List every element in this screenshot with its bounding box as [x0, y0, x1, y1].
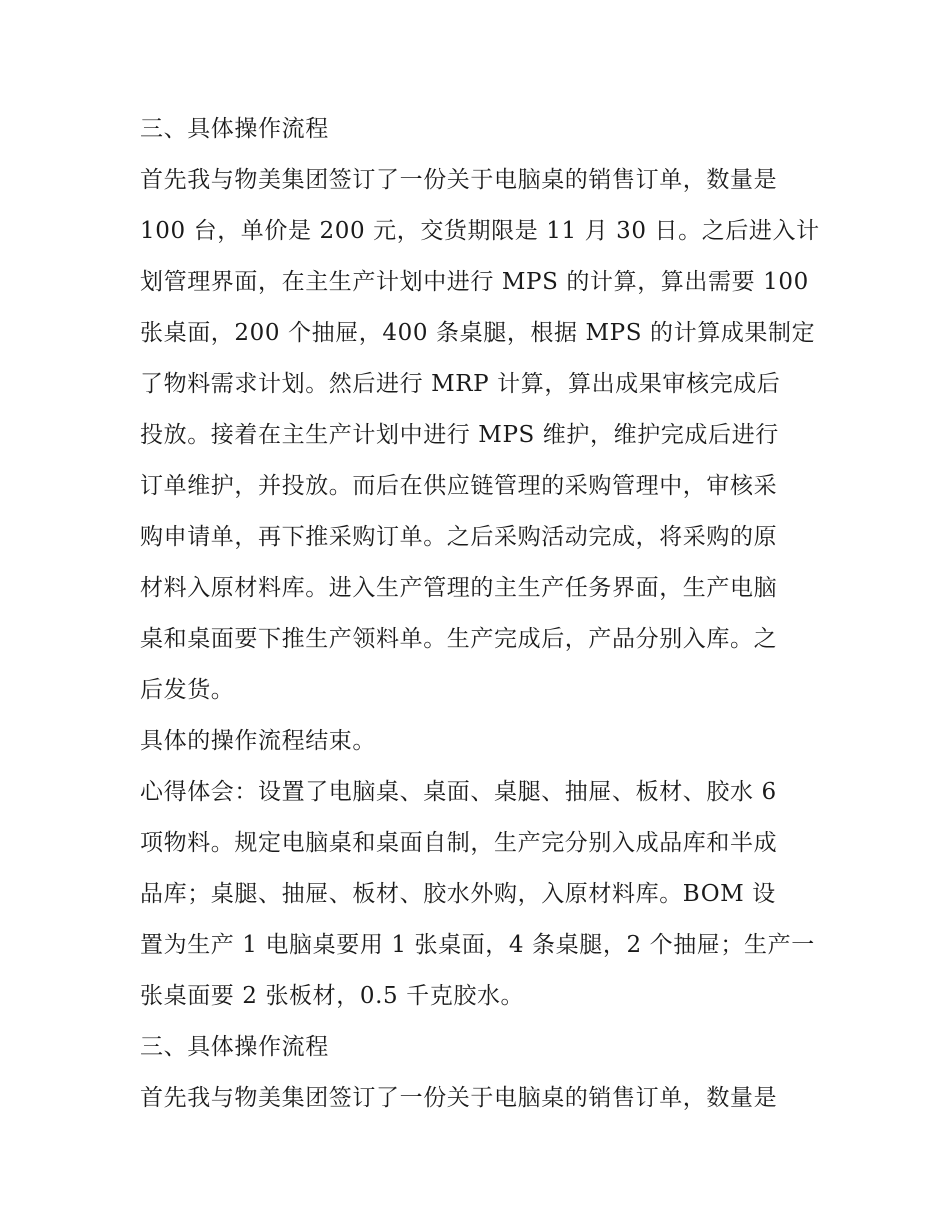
- paragraph-line: 材料入原材料库。进入生产管理的主生产任务界面，生产电脑: [140, 575, 778, 601]
- paragraph-line: 品库；桌腿、抽屉、板材、胶水外购，入原材料库。BOM 设: [140, 881, 776, 907]
- paragraph-line: 了物料需求计划。然后进行 MRP 计算，算出成果审核完成后: [140, 371, 781, 397]
- section-heading: 三、具体操作流程: [140, 1034, 329, 1060]
- paragraph-line: 项物料。规定电脑桌和桌面自制，生产完分别入成品库和半成: [140, 830, 778, 856]
- paragraph-line: 100 台，单价是 200 元，交货期限是 11 月 30 日。之后进入计: [140, 218, 820, 244]
- paragraph-line: 购申请单，再下推采购订单。之后采购活动完成，将采购的原: [140, 524, 778, 550]
- paragraph-line: 张桌面，200 个抽屉，400 条桌腿，根据 MPS 的计算成果制定: [140, 320, 816, 346]
- paragraph-line: 后发货。: [140, 677, 235, 703]
- document-body: [140, 104, 830, 1124]
- paragraph-line: 张桌面要 2 张板材，0.5 千克胶水。: [140, 983, 525, 1009]
- paragraph-line: 首先我与物美集团签订了一份关于电脑桌的销售订单，数量是: [140, 167, 778, 193]
- closing-line: 具体的操作流程结束。: [140, 728, 376, 754]
- paragraph-line: 心得体会：设置了电脑桌、桌面、桌腿、抽屉、板材、胶水 6: [140, 779, 777, 805]
- paragraph-line: 首先我与物美集团签订了一份关于电脑桌的销售订单，数量是: [140, 1085, 778, 1111]
- paragraph-line: 置为生产 1 电脑桌要用 1 张桌面，4 条桌腿，2 个抽屉；生产一: [140, 932, 815, 958]
- paragraph-line: 划管理界面，在主生产计划中进行 MPS 的计算，算出需要 100: [140, 269, 809, 295]
- paragraph-line: 投放。接着在主生产计划中进行 MPS 维护，维护完成后进行: [140, 422, 779, 448]
- paragraph-line: 订单维护，并投放。而后在供应链管理的采购管理中，审核采: [140, 473, 778, 499]
- reflection-paragraph: [140, 767, 830, 1022]
- section-heading: 三、具体操作流程: [140, 116, 329, 142]
- paragraph-line: 桌和桌面要下推生产领料单。生产完成后，产品分别入库。之: [140, 626, 778, 652]
- procedure-paragraph: [140, 155, 830, 716]
